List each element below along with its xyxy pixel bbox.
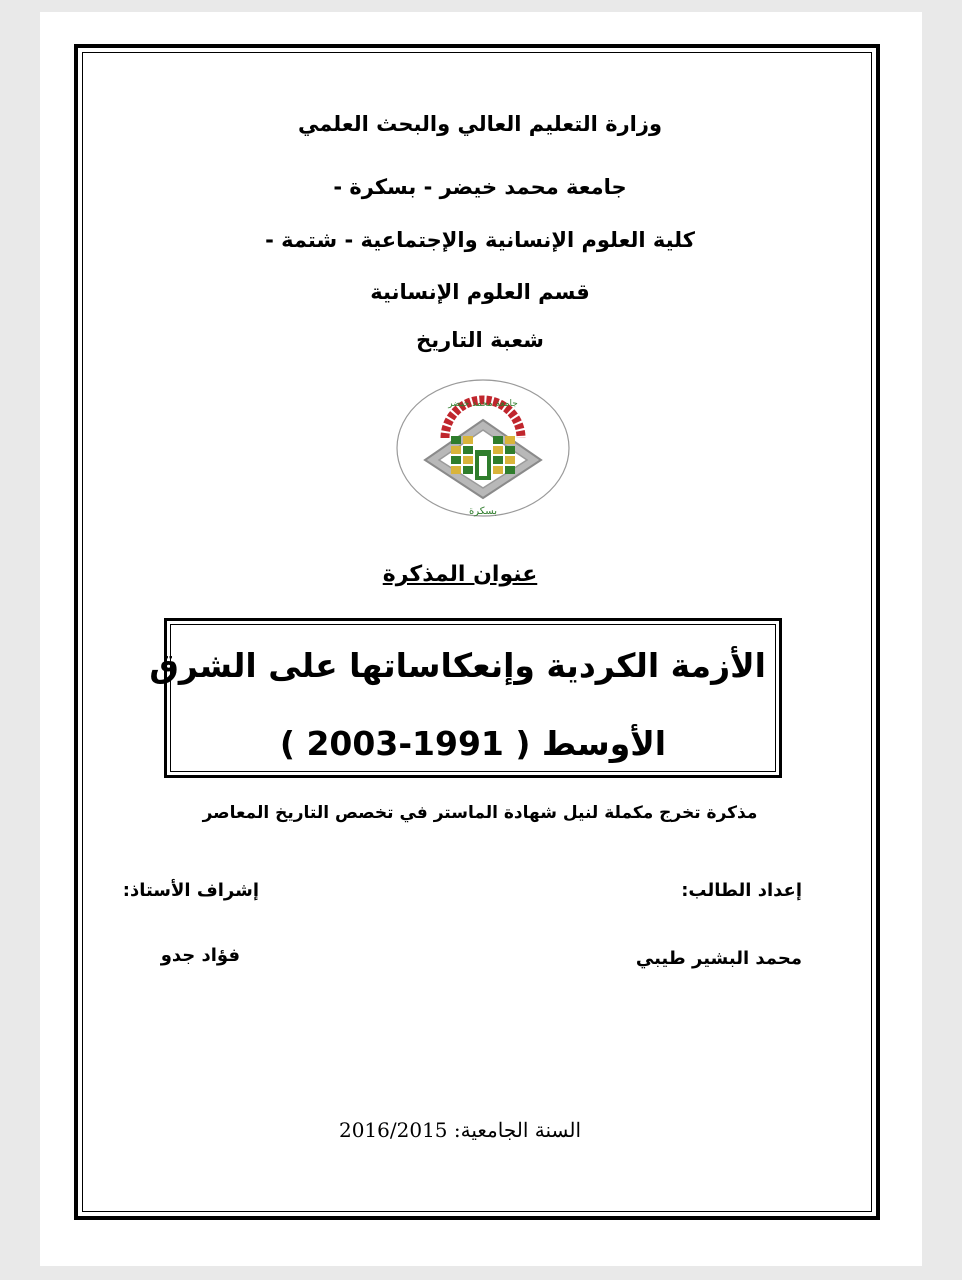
department-line: قسم العلوم الإنسانية [370,280,590,304]
thesis-title-line-1: الأزمة الكردية وإنعكاساتها على الشرق [149,646,766,685]
student-label: إعداد الطالب: [681,880,802,901]
university-logo [393,376,573,526]
academic-year: السنة الجامعية: 2016/2015 [338,1118,582,1142]
supervisor-label: إشراف الأستاذ: [122,880,259,901]
logo-bottom-text: بسكرة [469,506,497,517]
branch-line: شعبة التاريخ [416,328,544,352]
memo-title-label: عنوان المذكرة [382,562,538,587]
student-name: محمد البشير طيبي [635,948,802,969]
university-line: جامعة محمد خيضر - بسكرة - [333,175,627,199]
faculty-line: كلية العلوم الإنسانية والإجتماعية - شتمة - [265,228,695,252]
degree-subtitle: مذكرة تخرج مكملة لنيل شهادة الماستر في تخصص التاريخ المعاصر [202,803,758,823]
supervisor-name: فؤاد جدو [160,945,240,966]
ministry-line: وزارة التعليم العالي والبحث العلمي [297,112,663,136]
thesis-title-line-2: الأوسط ( 1991-2003 ) [279,724,667,763]
logo-arc-text: جامعة محمد خيضر [448,399,518,409]
